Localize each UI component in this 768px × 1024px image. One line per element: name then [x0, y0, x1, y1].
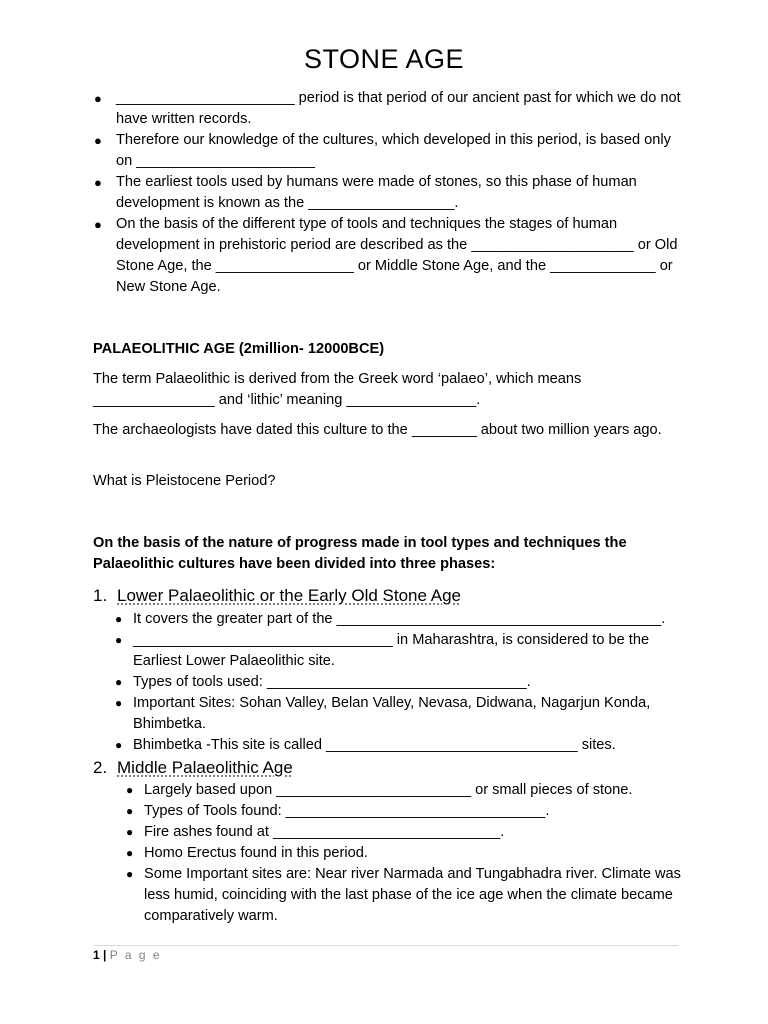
question-paragraph: What is Pleistocene Period?	[93, 473, 276, 489]
bullet-icon: ●	[126, 825, 134, 839]
list-item-text: It covers the greater part of the ________________________________________.	[133, 611, 666, 627]
footer-divider	[93, 945, 678, 946]
bullet-icon: ●	[115, 612, 123, 626]
list-item-text: Largely based upon ________________________ or small pieces of stone.	[144, 782, 633, 798]
bullet-icon: ●	[115, 675, 123, 689]
list-item-text: Types of Tools found: ________________________________.	[144, 803, 550, 819]
list-item	[115, 735, 693, 756]
page-footer	[93, 948, 162, 962]
intro-bullet	[94, 172, 681, 214]
list-item	[115, 609, 693, 630]
bullet-text: ______________________ period is that period of our ancient past for which we do not have written records.	[116, 90, 681, 127]
list-item-text: Important Sites: Sohan Valley, Belan Valley, Nevasa, Didwana, Nagarjun Konda, Bhimbetka.	[133, 695, 651, 732]
page-label: P a g e	[109, 948, 162, 962]
intro-bullet	[94, 214, 681, 298]
phase-title: Middle Palaeolithic Age	[117, 758, 293, 777]
phase-heading-middle	[93, 757, 293, 779]
bullet-icon: ●	[115, 696, 123, 710]
phases-intro: On the basis of the nature of progress made in tool types and techniques the Palaeolithic cultures have been divided into three phases:	[93, 535, 627, 572]
intro-bullet	[94, 88, 681, 130]
intro-bullet	[94, 130, 681, 172]
page-number: 1	[93, 948, 100, 962]
list-item	[115, 672, 693, 693]
phase-number: 2.	[93, 758, 108, 777]
list-item	[126, 801, 704, 822]
bullet-icon: ●	[126, 846, 134, 860]
list-item	[115, 693, 693, 735]
bullet-text: Therefore our knowledge of the cultures, which developed in this period, is based only on ______________________	[116, 132, 671, 169]
page-title: STONE AGE	[303, 44, 465, 74]
list-item	[126, 780, 704, 801]
section-heading: PALAEOLITHIC AGE (2million- 12000BCE)	[93, 341, 385, 357]
phase-heading-lower	[93, 585, 461, 607]
dated-paragraph: The archaeologists have dated this culture to the ________ about two million years ago.	[93, 422, 662, 438]
footer-separator: |	[99, 948, 110, 962]
bullet-icon: ●	[94, 133, 102, 148]
list-item	[126, 822, 704, 843]
list-item-text: Some Important sites are: Near river Narmada and Tungabhadra river. Climate was less humid, coinciding with the last phase of the ice age when the climate became comparatively warm.	[144, 866, 681, 924]
bullet-icon: ●	[126, 804, 134, 818]
term-paragraph: The term Palaeolithic is derived from the Greek word ‘palaeo’, which means _______________ and ‘lithic’ meaning ________________.	[93, 371, 582, 408]
phase-title: Lower Palaeolithic or the Early Old Stone Age	[117, 586, 461, 605]
list-item-text: Homo Erectus found in this period.	[144, 845, 368, 861]
bullet-icon: ●	[94, 217, 102, 232]
list-item-text: Bhimbetka -This site is called _______________________________ sites.	[133, 737, 616, 753]
bullet-text: The earliest tools used by humans were made of stones, so this phase of human development is known as the __________________.	[116, 174, 637, 211]
bullet-icon: ●	[115, 633, 123, 647]
phase-number: 1.	[93, 586, 108, 605]
bullet-text: On the basis of the different type of tools and techniques the stages of human development in prehistoric period are described as the ____________________ or Old Stone Age, the _________________ or Middle Stone Age, and the _____________ or New Stone Age.	[116, 216, 678, 295]
list-item-text: Types of tools used: ________________________________.	[133, 674, 531, 690]
bullet-icon: ●	[94, 91, 102, 106]
bullet-icon: ●	[115, 738, 123, 752]
bullet-icon: ●	[126, 783, 134, 797]
list-item	[126, 843, 704, 864]
bullet-icon: ●	[94, 175, 102, 190]
list-item-text: Fire ashes found at ____________________________.	[144, 824, 505, 840]
list-item	[126, 864, 684, 927]
list-item	[115, 630, 693, 672]
list-item-text: ________________________________ in Maharashtra, is considered to be the Earliest Lower Palaeolithic site.	[133, 632, 650, 669]
bullet-icon: ●	[126, 867, 134, 881]
